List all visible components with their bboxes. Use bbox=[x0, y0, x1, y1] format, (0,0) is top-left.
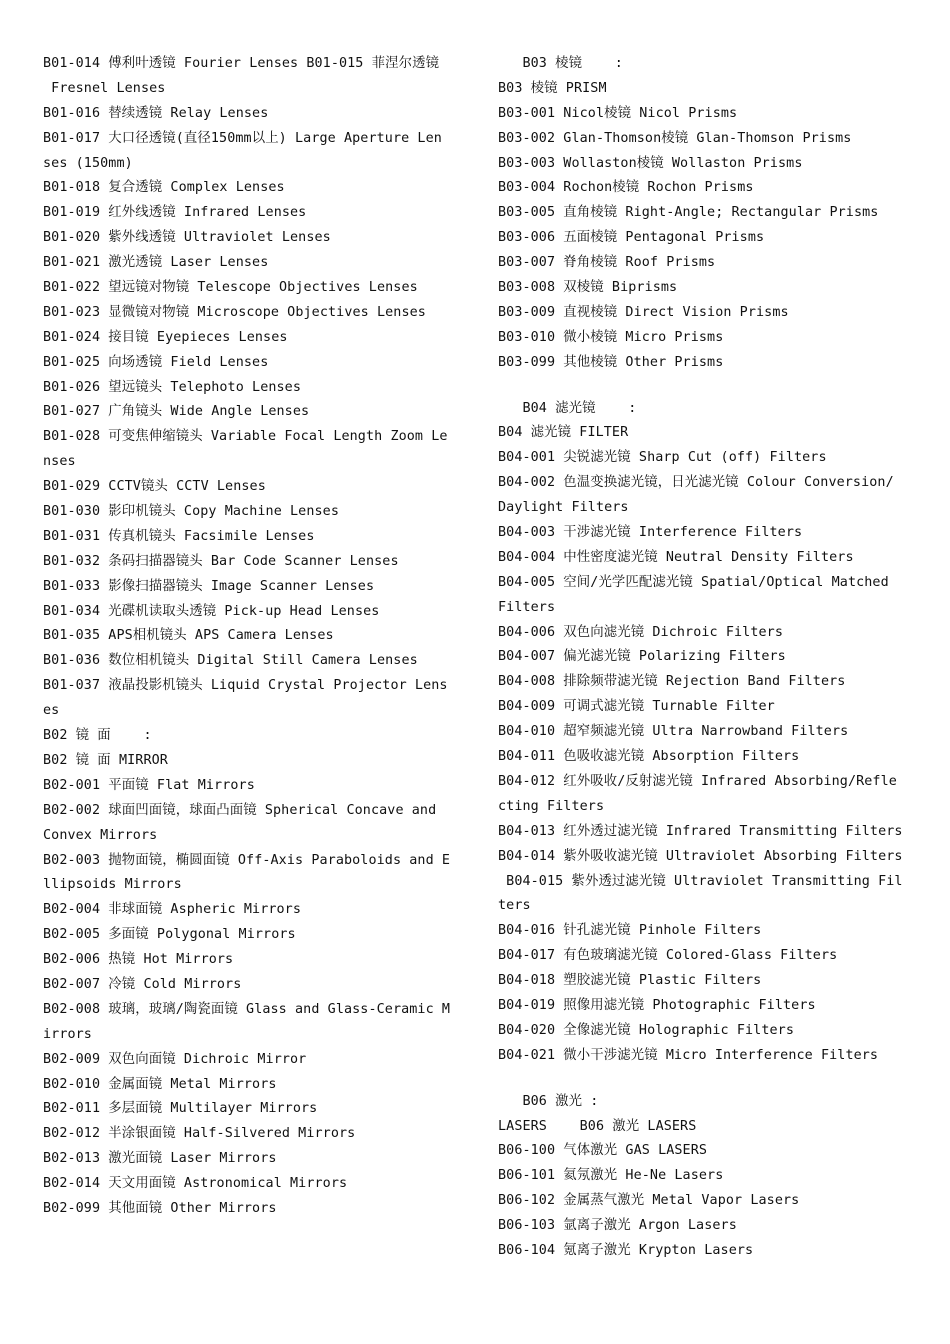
text-line: irrors bbox=[43, 1026, 92, 1042]
section bbox=[498, 1090, 923, 1264]
text-line: B02-007 冷镜 Cold Mirrors bbox=[43, 976, 242, 992]
text-line: B02-099 其他面镜 Other Mirrors bbox=[43, 1200, 277, 1216]
text-line: B02-012 半涂银面镜 Half-Silvered Mirrors bbox=[43, 1126, 356, 1142]
text-line: Fresnel Lenses bbox=[43, 80, 166, 96]
text-line: B04-012 红外吸收/反射滤光镜 Infrared Absorbing/Refle bbox=[498, 773, 897, 789]
text-line: ters bbox=[498, 898, 531, 914]
text-line: B01-028 可变焦伸缩镜头 Variable Focal Length Zoom Le bbox=[43, 429, 448, 445]
text-line: B01-021 激光透镜 Laser Lenses bbox=[43, 255, 269, 271]
text-line: B01-030 影印机镜头 Copy Machine Lenses bbox=[43, 504, 339, 520]
text-line: B06-101 氦氖激光 He-Ne Lasers bbox=[498, 1168, 724, 1184]
text-line: B02-009 双色向面镜 Dichroic Mirror bbox=[43, 1051, 307, 1067]
text-line: B01-027 广角镜头 Wide Angle Lenses bbox=[43, 404, 310, 420]
text-line: B04-016 针孔滤光镜 Pinhole Filters bbox=[498, 923, 762, 939]
text-line: B04-004 中性密度滤光镜 Neutral Density Filters bbox=[498, 549, 854, 565]
text-line: B02-013 激光面镜 Laser Mirrors bbox=[43, 1151, 277, 1167]
text-line: B02-002 球面凹面镜，球面凸面镜 Spherical Concave and bbox=[43, 802, 437, 818]
text-line: B04-014 紫外吸收滤光镜 Ultraviolet Absorbing Filters bbox=[498, 848, 903, 864]
section bbox=[498, 52, 923, 376]
text-line: B02 镜 面 : bbox=[43, 728, 152, 744]
text-line: B02-001 平面镜 Flat Mirrors bbox=[43, 777, 255, 793]
text-line: B02-004 非球面镜 Aspheric Mirrors bbox=[43, 902, 302, 918]
text-line: B01-016 替续透镜 Relay Lenses bbox=[43, 105, 269, 121]
text-line: Daylight Filters bbox=[498, 500, 629, 516]
text-line: B03-099 其他棱镜 Other Prisms bbox=[498, 354, 724, 370]
text-line: B02-010 金属面镜 Metal Mirrors bbox=[43, 1076, 277, 1092]
text-line: B04-015 紫外透过滤光镜 Ultraviolet Transmitting Fil bbox=[498, 873, 903, 889]
text-line: nses bbox=[43, 454, 76, 470]
text-line: B01-033 影像扫描器镜头 Image Scanner Lenses bbox=[43, 578, 375, 594]
text-line: es bbox=[43, 703, 60, 719]
text-line: B01-020 紫外线透镜 Ultraviolet Lenses bbox=[43, 230, 331, 246]
text-line: B04-009 可调式滤光镜 Turnable Filter bbox=[498, 699, 775, 715]
text-line: B03-007 脊角棱镜 Roof Prisms bbox=[498, 255, 716, 271]
text-line: B02-008 玻璃，玻璃/陶瓷面镜 Glass and Glass-Ceramic M bbox=[43, 1001, 451, 1017]
text-line: B01-018 复合透镜 Complex Lenses bbox=[43, 180, 285, 196]
text-line: B04 滤光镜 FILTER bbox=[498, 425, 629, 441]
text-line: B01-032 条码扫描器镜头 Bar Code Scanner Lenses bbox=[43, 553, 399, 569]
text-line: B04-018 塑胶滤光镜 Plastic Filters bbox=[498, 973, 762, 989]
text-line: B06-100 气体激光 GAS LASERS bbox=[498, 1143, 708, 1159]
text-line: B01-035 APS相机镜头 APS Camera Lenses bbox=[43, 628, 334, 644]
text-line: Filters bbox=[498, 599, 556, 615]
text-line: B02 镜 面 MIRROR bbox=[43, 752, 168, 768]
section-gap bbox=[498, 376, 923, 397]
text-line: B06-103 氩离子激光 Argon Lasers bbox=[498, 1218, 737, 1234]
text-line: B04-001 尖锐滤光镜 Sharp Cut (off) Filters bbox=[498, 450, 827, 466]
text-line: B01-036 数位相机镜头 Digital Still Camera Lenses bbox=[43, 653, 418, 669]
text-line: B01-025 向场透镜 Field Lenses bbox=[43, 354, 269, 370]
text-line: B04-003 干涉滤光镜 Interference Filters bbox=[498, 525, 803, 541]
text-line: B03-006 五面棱镜 Pentagonal Prisms bbox=[498, 230, 765, 246]
text-line: B04-002 色温变换滤光镜，日光滤光镜 Colour Conversion/ bbox=[498, 475, 894, 491]
text-line: B01-017 大口径透镜(直径150mm以上) Large Aperture Len bbox=[43, 130, 442, 146]
text-line: B01-023 显微镜对物镜 Microscope Objectives Lenses bbox=[43, 304, 426, 320]
text-line: B01-024 接目镜 Eyepieces Lenses bbox=[43, 329, 288, 345]
left-column bbox=[43, 52, 473, 1222]
text-line: Convex Mirrors bbox=[43, 827, 158, 843]
text-line: B01-019 红外线透镜 Infrared Lenses bbox=[43, 205, 307, 221]
text-line: B01-014 傅利叶透镜 Fourier Lenses B01-015 菲涅尔透镜 bbox=[43, 56, 440, 71]
text-line: B03-004 Rochon棱镜 Rochon Prisms bbox=[498, 180, 754, 196]
text-line: B03-002 Glan-Thomson棱镜 Glan-Thomson Prisms bbox=[498, 130, 852, 146]
text-line: B01-026 望远镜头 Telephoto Lenses bbox=[43, 379, 302, 395]
text-line: B01-034 光碟机读取头透镜 Pick-up Head Lenses bbox=[43, 603, 380, 619]
section-heading: B03 棱镜 : bbox=[498, 56, 623, 71]
text-line: B02-006 热镜 Hot Mirrors bbox=[43, 952, 234, 968]
text-line: ses (150mm) bbox=[43, 155, 133, 171]
text-line: B04-008 排除频带滤光镜 Rejection Band Filters bbox=[498, 674, 846, 690]
text-line: B03-009 直视棱镜 Direct Vision Prisms bbox=[498, 304, 789, 320]
text-line: B04-007 偏光滤光镜 Polarizing Filters bbox=[498, 649, 786, 665]
text-line: B04-019 照像用滤光镜 Photographic Filters bbox=[498, 997, 816, 1013]
text-line: B02-011 多层面镜 Multilayer Mirrors bbox=[43, 1101, 318, 1117]
text-line: B03 棱镜 PRISM bbox=[498, 80, 607, 96]
section-heading: B04 滤光镜 : bbox=[498, 400, 637, 416]
text-line: B04-006 双色向滤光镜 Dichroic Filters bbox=[498, 624, 783, 640]
text-line: LASERS B06 激光 LASERS bbox=[498, 1118, 697, 1134]
text-line: B04-013 红外透过滤光镜 Infrared Transmitting Filters bbox=[498, 823, 903, 839]
section-gap bbox=[498, 1069, 923, 1090]
text-line: B03-010 微小棱镜 Micro Prisms bbox=[498, 329, 724, 345]
text-line: B04-017 有色玻璃滤光镜 Colored-Glass Filters bbox=[498, 948, 838, 964]
right-column bbox=[498, 52, 923, 1264]
text-line: B04-005 空间/光学匹配滤光镜 Spatial/Optical Matched bbox=[498, 574, 889, 590]
section bbox=[498, 397, 923, 1069]
text-line: B04-021 微小干涉滤光镜 Micro Interference Filters bbox=[498, 1047, 879, 1063]
text-line: B01-037 液晶投影机镜头 Liquid Crystal Projector Lens bbox=[43, 678, 448, 694]
text-line: B03-005 直角棱镜 Right-Angle; Rectangular Prisms bbox=[498, 205, 879, 221]
text-line: B03-001 Nicol棱镜 Nicol Prisms bbox=[498, 105, 738, 121]
text-line: B03-008 双棱镜 Biprisms bbox=[498, 280, 678, 296]
text-line: B01-022 望远镜对物镜 Telescope Objectives Lenses bbox=[43, 280, 418, 296]
text-line: B01-031 传真机镜头 Facsimile Lenses bbox=[43, 528, 315, 544]
text-line: B02-014 天文用面镜 Astronomical Mirrors bbox=[43, 1176, 348, 1192]
text-line: B04-010 超窄频滤光镜 Ultra Narrowband Filters bbox=[498, 724, 849, 740]
text-line: B06-102 金属蒸气激光 Metal Vapor Lasers bbox=[498, 1193, 800, 1209]
text-line: cting Filters bbox=[498, 798, 605, 814]
text-line: B02-005 多面镜 Polygonal Mirrors bbox=[43, 927, 296, 943]
text-line: B06-104 氪离子激光 Krypton Lasers bbox=[498, 1242, 754, 1258]
text-line: B04-011 色吸收滤光镜 Absorption Filters bbox=[498, 749, 800, 765]
text-line: B02-003 抛物面镜，椭圆面镜 Off-Axis Paraboloids and E bbox=[43, 852, 451, 868]
text-line: B04-020 全像滤光镜 Holographic Filters bbox=[498, 1022, 794, 1038]
text-line: B01-029 CCTV镜头 CCTV Lenses bbox=[43, 479, 266, 495]
section-heading: B06 激光 : bbox=[498, 1093, 599, 1109]
text-line: llipsoids Mirrors bbox=[43, 877, 182, 893]
text-line: B03-003 Wollaston棱镜 Wollaston Prisms bbox=[498, 155, 803, 171]
